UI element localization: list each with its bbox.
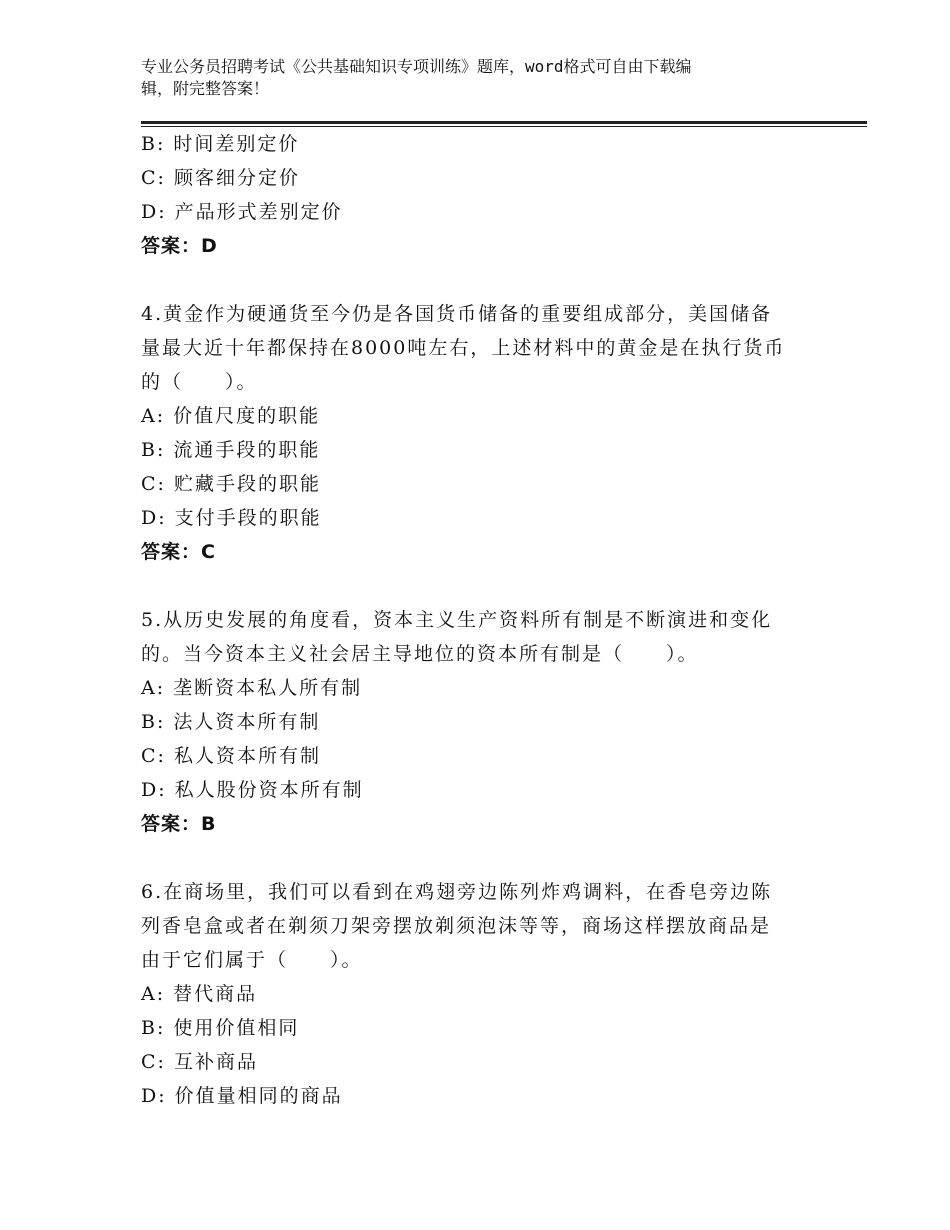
q6-option-d: D: 价值量相同的商品 — [141, 1085, 343, 1107]
header-rule-thick — [141, 121, 867, 124]
q5-option-d: D: 私人股份资本所有制 — [141, 779, 364, 801]
q6-stem-line-1: 6.在商场里，我们可以看到在鸡翅旁边陈列炸鸡调料，在香皂旁边陈 — [141, 881, 773, 903]
q3-option-d: D: 产品形式差别定价 — [141, 201, 343, 223]
q4-stem-line-3: 的（ ）。 — [141, 371, 258, 393]
q4-stem-line-1: 4.黄金作为硬通货至今仍是各国货币储备的重要组成部分，美国储备 — [141, 303, 773, 325]
spacer — [141, 263, 821, 297]
question-4 — [141, 297, 821, 569]
q6-option-c: C: 互补商品 — [141, 1051, 258, 1073]
header-line-1: 专业公务员招聘考试《公共基础知识专项训练》题库，word格式可自由下载编 — [141, 57, 692, 76]
q3-option-b: B: 时间差别定价 — [141, 133, 300, 155]
q6-option-b: B: 使用价值相同 — [141, 1017, 300, 1039]
q5-option-b: B: 法人资本所有制 — [141, 711, 321, 733]
header-line-2: 辑，附完整答案！ — [141, 79, 270, 98]
spacer — [141, 569, 821, 603]
q5-stem-line-1: 5.从历史发展的角度看，资本主义生产资料所有制是不断演进和变化 — [141, 609, 773, 631]
q5-option-c: C: 私人资本所有制 — [141, 745, 321, 767]
q5-option-a: A: 垄断资本私人所有制 — [141, 677, 363, 699]
q6-option-a: A: 替代商品 — [141, 983, 258, 1005]
q4-option-b: B: 流通手段的职能 — [141, 439, 321, 461]
question-content — [141, 127, 821, 1113]
question-6 — [141, 875, 821, 1113]
q4-stem-line-2: 量最大近十年都保持在8000吨左右，上述材料中的黄金是在执行货币 — [141, 337, 786, 359]
q4-option-d: D: 支付手段的职能 — [141, 507, 322, 529]
spacer — [141, 841, 821, 875]
q6-stem-line-3: 由于它们属于（ ）。 — [141, 949, 363, 971]
q4-option-a: A: 价值尺度的职能 — [141, 405, 321, 427]
q6-stem-line-2: 列香皂盒或者在剃须刀架旁摆放剃须泡沫等等，商场这样摆放商品是 — [141, 915, 772, 937]
q5-answer: 答案：B — [141, 813, 217, 835]
q3-answer: 答案：D — [141, 235, 218, 257]
q4-answer: 答案：C — [141, 541, 216, 563]
page-header — [141, 56, 801, 100]
q4-option-c: C: 贮藏手段的职能 — [141, 473, 321, 495]
q5-stem-line-2: 的。当今资本主义社会居主导地位的资本所有制是（ ）。 — [141, 643, 699, 665]
question-5 — [141, 603, 821, 841]
q3-option-c: C: 顾客细分定价 — [141, 167, 300, 189]
